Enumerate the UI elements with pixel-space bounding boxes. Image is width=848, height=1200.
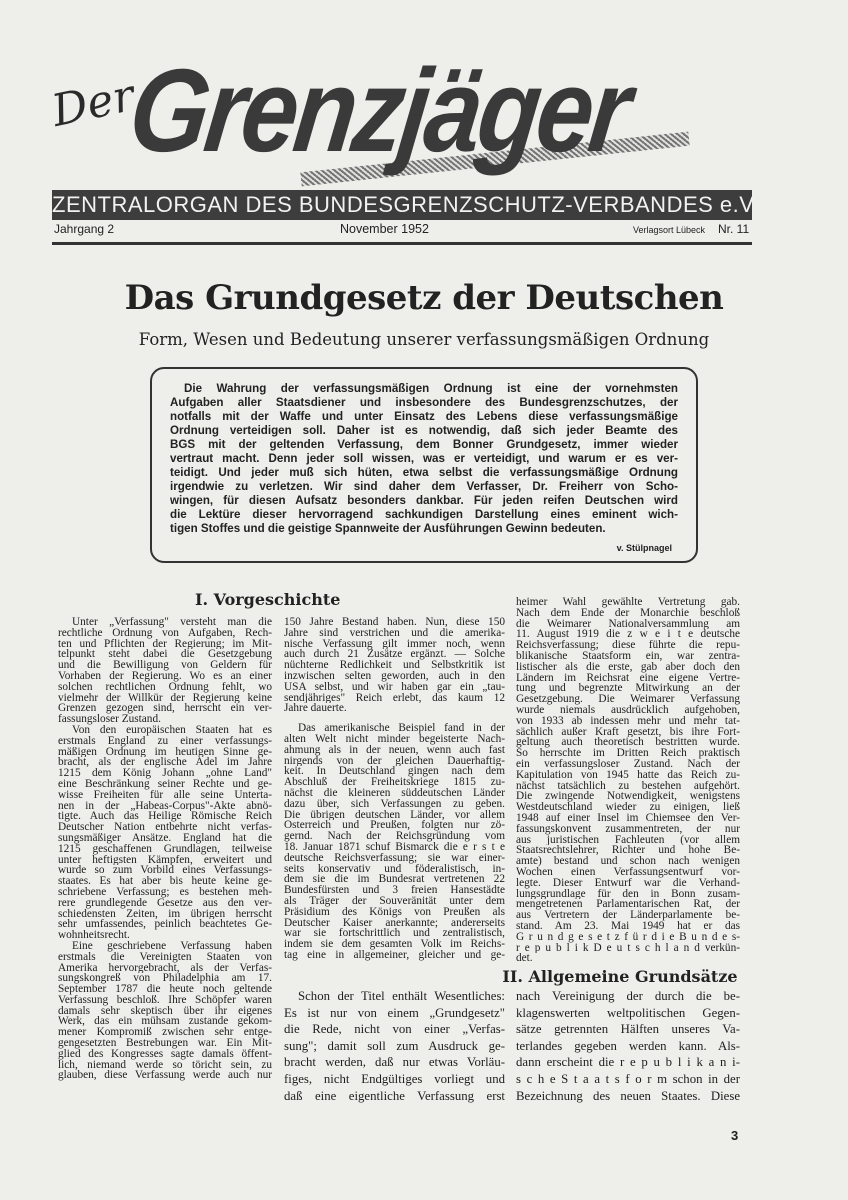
text-line: 1948 auf einer Insel im Chiemsee den Ver- <box>516 812 740 824</box>
text-line: erstmals England zu einer verfassungs- <box>58 735 272 747</box>
logo-der: Der <box>47 69 139 138</box>
section-heading-grundsaetze: II. Allgemeine Grundsätze <box>502 967 738 986</box>
paragraph <box>516 597 740 964</box>
text-line: damals sehr skeptisch über ihr eigenes <box>58 1005 272 1017</box>
text-line: fassungskonvent zusammentreten, der nur <box>516 823 740 835</box>
text-line: dazu über, sich Verfassungen zu geben. <box>284 798 505 810</box>
text-line: s c h e S t a a t s f o r m schon in der <box>516 1071 740 1086</box>
text-line: schiedensten Zeiten, im übrigen herrscht <box>58 908 272 920</box>
text-line: Deutscher Nation entbehrte nicht verfas- <box>58 822 272 833</box>
text-line: mäßigen Ordnung im heutigen Sinne ge- <box>58 746 272 758</box>
text-line: nirgends von der gleichen Dauerhaftig- <box>284 755 505 767</box>
text-line: G r u n d g e s e t z f ü r d i e B u n d e s- <box>516 931 740 943</box>
text-line: Die zwingende Notwendigkeit, wenigstens <box>516 791 740 803</box>
text-line: glied des Kongresses sagte damals öffent- <box>58 1048 272 1060</box>
text-line: wurde so zum Vorbild eines Verfassungs- <box>58 865 272 877</box>
publication-place: Verlagsort Lübeck <box>633 225 706 235</box>
text-line: Nach dem Ende der Monarchie beschloß <box>516 607 740 619</box>
text-line: Abschluß der Freiheitskriege 1815 zu- <box>284 777 505 788</box>
text-line: aus Vertretern der Länderparlamente be- <box>516 910 740 921</box>
paragraph <box>516 988 740 1104</box>
paragraph <box>58 725 272 941</box>
intro-box <box>150 367 698 563</box>
text-line: rechtliche Ordnung von Aufgaben, Rech- <box>58 627 272 639</box>
text-line: nächst die kleineren süddeutschen Länder <box>284 787 505 799</box>
text-line: Werk, das ein mühsam zustande gekom- <box>58 1016 272 1028</box>
text-line: ein verfassungsloser Zustand. Nach der <box>516 758 740 770</box>
text-line: aus juristischen Fachleuten (vor allem <box>516 834 740 846</box>
text-line: inzwischen selten geworden, auch in den <box>284 670 505 682</box>
text-line: Verfassung beschloß. Ihre Schöpfer waren <box>58 994 272 1006</box>
text-line: 18. Januar 1871 schuf Bismarck die e r s t e <box>284 841 505 853</box>
intro-line: teidigt. Und jeder muß sich hüten, etwa selbst die verfassungsmäßige Ordnung <box>170 466 678 479</box>
text-line: Vorhaben der Regierung. Wo es an einer <box>58 670 272 682</box>
text-line: klagenswerten weltpolitischen Gegen- <box>516 1005 740 1020</box>
text-line: wurde niemals ausdrücklich aufgehoben, <box>516 704 740 716</box>
text-line: Grenzen gezogen sind, herrscht ein ver- <box>58 703 272 715</box>
text-line: seits konservativ und föderalistisch, in- <box>284 863 505 875</box>
text-line: telpunkt steht dabei die Gesetzgebung <box>58 649 272 661</box>
intro-line: die Lektüre dieser hervorragend sachkundigen Darstellung eines eminent wich- <box>170 508 678 521</box>
paragraph <box>284 617 505 714</box>
text-line: September 1787 die heute noch geltende <box>58 984 272 995</box>
text-line: figes, nicht Endgültiges vorliegt und <box>284 1071 505 1086</box>
text-line: Bezeichnung des neuen Staates. Diese <box>516 1088 740 1103</box>
intro-line: irgendwie zu verletzen. Wir sind daher dem Verfasser, Dr. Freiherr von Scho- <box>170 480 678 493</box>
text-line: von 1933 ab indessen mehr und mehr tat- <box>516 715 740 727</box>
text-line: mener Kompromiß zwischen sehr entge- <box>58 1027 272 1039</box>
text-line: tung und begrenzte Mitwirkung an der <box>516 683 740 695</box>
text-line: stand. Am 23. Mai 1949 hat er das <box>516 920 740 932</box>
text-line: 150 Jahre Bestand haben. Nun, diese 150 <box>284 617 505 628</box>
text-line: nächst tatsächlich zu bestehen aufgehört. <box>516 780 740 792</box>
text-line: amte) bestand und schon nach wenigen <box>516 856 740 867</box>
text-line: Eine geschriebene Verfassung haben <box>72 940 272 952</box>
text-line: wisse Freiheiten für alle seine Unterta- <box>58 789 272 801</box>
text-line: Staatsrechtslehrer, Richter und hohe Be- <box>516 845 740 857</box>
column-2 <box>284 617 505 961</box>
text-line: Österreich und Preußen, folgten nur zö- <box>284 820 505 832</box>
column-1 <box>58 617 272 1081</box>
text-line: nische Verfassung gilt immer noch, wenn <box>284 638 505 650</box>
text-line: Deutscher Kaiser anerkannte; andererseits <box>284 917 505 929</box>
text-line: eine Beschränkung seiner Rechte und ge- <box>58 778 272 790</box>
text-line: bracht, als der englische Adel im Jahre <box>58 757 272 769</box>
text-line: Das amerikanische Beispiel fand in der <box>298 723 505 734</box>
text-line: schriebene Verfassung; es bestehen meh- <box>58 886 272 898</box>
text-line: lich, niemand werde so töricht sein, zu <box>58 1059 272 1071</box>
text-line: solchen rechtlichen Ordnung fehlt, wo <box>58 681 272 693</box>
text-line: wohnheitsrecht. <box>58 930 130 941</box>
intro-line: wingen, für diesen Aufsatz besonders dankbar. Für jeden reifen Deutschen wird <box>170 494 678 507</box>
text-line: sungsmäßiger Ansätze. England hat die <box>58 832 272 844</box>
text-line: unter heftigsten Kämpfen, erweitert und <box>58 854 272 866</box>
text-line: Präsidium des Königs von Preußen als <box>284 906 505 918</box>
text-line: Kapitulation von 1945 hatte das Reich zu- <box>516 769 740 781</box>
text-line: legte. Dieser Entwurf war die Verhand- <box>516 877 740 889</box>
paragraph <box>284 723 505 961</box>
text-line: Westdeutschland wieder zu einigen, ließ <box>516 802 740 813</box>
text-line: nüchterne Redlichkeit und Selbstkritik ist <box>284 660 505 671</box>
text-line: sächlich außer Kraft gesetzt, bis ihre Fort- <box>516 726 740 738</box>
text-line: sungskongreß von Philadelphia am 17. <box>58 973 272 985</box>
page-number: 3 <box>731 1128 739 1143</box>
text-line: tag eine in allgemeiner, gleicher und ge- <box>284 949 505 961</box>
text-line: lungsgrundlage für den in Bonn zusam- <box>516 888 740 900</box>
issue-number: Nr. 11 <box>718 222 750 236</box>
text-line: Wochen einen Verfassungsentwurf vor- <box>516 866 740 878</box>
text-line: sung"; damit soll zum Ausdruck ge- <box>284 1038 505 1053</box>
issue-date: November 1952 <box>340 222 429 236</box>
paragraph <box>58 617 272 725</box>
text-line: fassungsloser Zustand. <box>58 714 161 725</box>
text-line: tigte. Auch das Heilige Römische Reich <box>58 811 272 823</box>
text-line: keit. In Deutschland gingen nach dem <box>284 766 505 778</box>
text-line: gernd. Nach der Reichsgründung vom <box>284 831 505 842</box>
text-line: heimer Wahl gewählte Vertretung gab. <box>516 597 740 608</box>
text-line: Es ist nur von einem „Grundgesetz" <box>284 1005 505 1020</box>
text-line: r e p u b l i k D e u t s c h l a n d verkün- <box>516 942 740 954</box>
text-line: die Weimarer Nationalversammlung am <box>516 618 740 630</box>
intro-line: notfalls mit der Waffe und unter Einsatz des Lebens diese verfassungsmäßige <box>170 410 678 423</box>
text-line: geltung auch theoretisch bestritten wurde. <box>516 737 740 749</box>
intro-line: vertraut macht. Denn jeder soll wissen, was er verteidigt, und warum er es ver- <box>170 452 678 465</box>
section-heading-vorgeschichte: I. Vorgeschichte <box>195 590 341 609</box>
intro-line: tigen Stoffes und die geistige Spannweite der Ausführungen Gewinn bedeuten. <box>170 522 606 535</box>
text-line: ten und Pflichten der Regierung; im Mit- <box>58 638 272 650</box>
text-line: Ländern im Reichsrat eine eigene Vertre- <box>516 672 740 684</box>
text-line: Unter „Verfassung" versteht man die <box>72 617 272 628</box>
text-line: glauben, diese Verfassung werde auch nur <box>58 1070 272 1082</box>
text-line: ahmung als in der neuen, wenn auch fast <box>284 744 505 756</box>
text-line: Jahre sind verstrichen und die amerika- <box>284 627 505 639</box>
text-line: indem sie dem gesamten Volk im Reichs- <box>284 939 505 950</box>
text-line: nach Vereinigung der durch die be- <box>516 989 740 1003</box>
paragraph <box>58 941 272 1081</box>
text-line: Die übrigen deutschen Länder, vor allem <box>284 809 505 821</box>
intro-signature: v. Stülpnagel <box>616 543 672 553</box>
logo-title: Grenzjäger <box>122 45 635 177</box>
text-line: deutsche Reichsverfassung; sie war einer- <box>284 852 505 864</box>
text-line: sehr umfassendes, peinlich beachtetes Ge- <box>58 919 272 931</box>
article-subtitle: Form, Wesen und Bedeutung unserer verfassungsmäßigen Ordnung <box>138 330 710 349</box>
text-line: dem sie die im Bundesrat vertretenen 22 <box>284 874 505 886</box>
text-line: listischer als die erste, gab aber doch den <box>516 661 740 673</box>
text-line: dann erscheint die r e p u b l i k a n i- <box>516 1055 740 1070</box>
text-line: bracht werden, daß nur etwas Vorläu- <box>284 1055 505 1070</box>
text-line: staates. Es hat aber bis heute keine ge- <box>58 876 272 887</box>
intro-text <box>170 382 678 536</box>
text-line: Jahre dauerte. <box>284 703 347 715</box>
column-2-section-2 <box>284 988 505 1104</box>
masthead-rule <box>52 242 752 245</box>
text-line: Von den europäischen Staaten hat es <box>72 724 272 736</box>
column-3-section-2 <box>516 988 740 1104</box>
text-line: alten Welt nicht minder begeisterte Nach- <box>284 733 505 745</box>
paragraph <box>284 988 505 1104</box>
text-line: 11. August 1919 die z w e i t e deutsche <box>516 629 740 641</box>
intro-line: Die Wahrung der verfassungsmäßigen Ordnung ist eine der vornehmsten <box>184 382 678 395</box>
text-line: det. <box>516 953 533 965</box>
text-line: Reichsverfassung; diese führte die repu- <box>516 640 740 651</box>
masthead-band: ZENTRALORGAN DES BUNDESGRENZSCHUTZ-VERBANDES e.V. <box>52 190 752 220</box>
intro-line: Ordnung verteidigen soll. Daher ist es notwendig, daß sich jeder Beamte des <box>170 424 678 437</box>
text-line: terlandes gegeben werden kann. Als- <box>516 1038 740 1053</box>
text-line: sendjähriges" Reich erlebt, das kaum 12 <box>284 692 505 704</box>
text-line: daß eine eigentliche Verfassung erst <box>284 1088 505 1103</box>
text-line: Gesetzgebung. Die Weimarer Verfassung <box>516 694 740 705</box>
text-line: erstmals die Vereinigten Staaten von <box>58 951 272 963</box>
text-line: auch durch 21 Zusätze ergänzt. — Solche <box>284 649 505 661</box>
intro-line: Aufgaben aller Staatsdiener und insbesondere des Bundesgrenzschutzes, der <box>170 396 678 409</box>
text-line: 1215 dem König Johann „ohne Land" <box>58 768 272 779</box>
text-line: So herrschte im Dritten Reich praktisch <box>516 748 740 759</box>
text-line: vielmehr der Willkür der Regierung keine <box>58 692 272 704</box>
text-line: mengetretenen Parlamentarischen Rat, der <box>516 899 740 911</box>
volume-label: Jahrgang 2 <box>54 222 115 236</box>
intro-line: BGS mit der geltenden Verfassung, dem Bonner Grundgesetz, immer wieder <box>170 438 678 451</box>
text-line: 1215 geschaffenen Grundlagen, teilweise <box>58 843 272 855</box>
text-line: Schon der Titel enthält Wesentliches: <box>298 989 505 1003</box>
text-line: sätze getrennten Hälften unseres Va- <box>516 1022 740 1037</box>
text-line: rere grundlegende Gesetze aus den ver- <box>58 897 272 909</box>
text-line: nen in der „Habeas-Corpus"-Akte abnö- <box>58 800 272 812</box>
text-line: USA selbst, und wir haben gar ein „tau- <box>284 681 505 693</box>
text-line: blikanische Staatsform ein, war zentra- <box>516 650 740 662</box>
text-line: gengesetzten Bestrebungen war. Ein Mit- <box>58 1038 272 1049</box>
text-line: Amerika hervorgebracht, als der Verfas- <box>58 962 272 974</box>
text-line: war sie fortschrittlich und zentralistisch, <box>284 928 505 940</box>
text-line: als Träger der Souveränität unter dem <box>284 895 505 907</box>
text-line: Bundesfürsten und 3 freien Hansestädte <box>284 885 505 896</box>
text-line: und die Bewilligung von Geldern für <box>58 660 272 671</box>
column-3 <box>516 597 740 964</box>
article-title: Das Grundgesetz der Deutschen <box>124 278 724 318</box>
text-line: die Rede, nicht von einer „Verfas- <box>284 1022 505 1037</box>
